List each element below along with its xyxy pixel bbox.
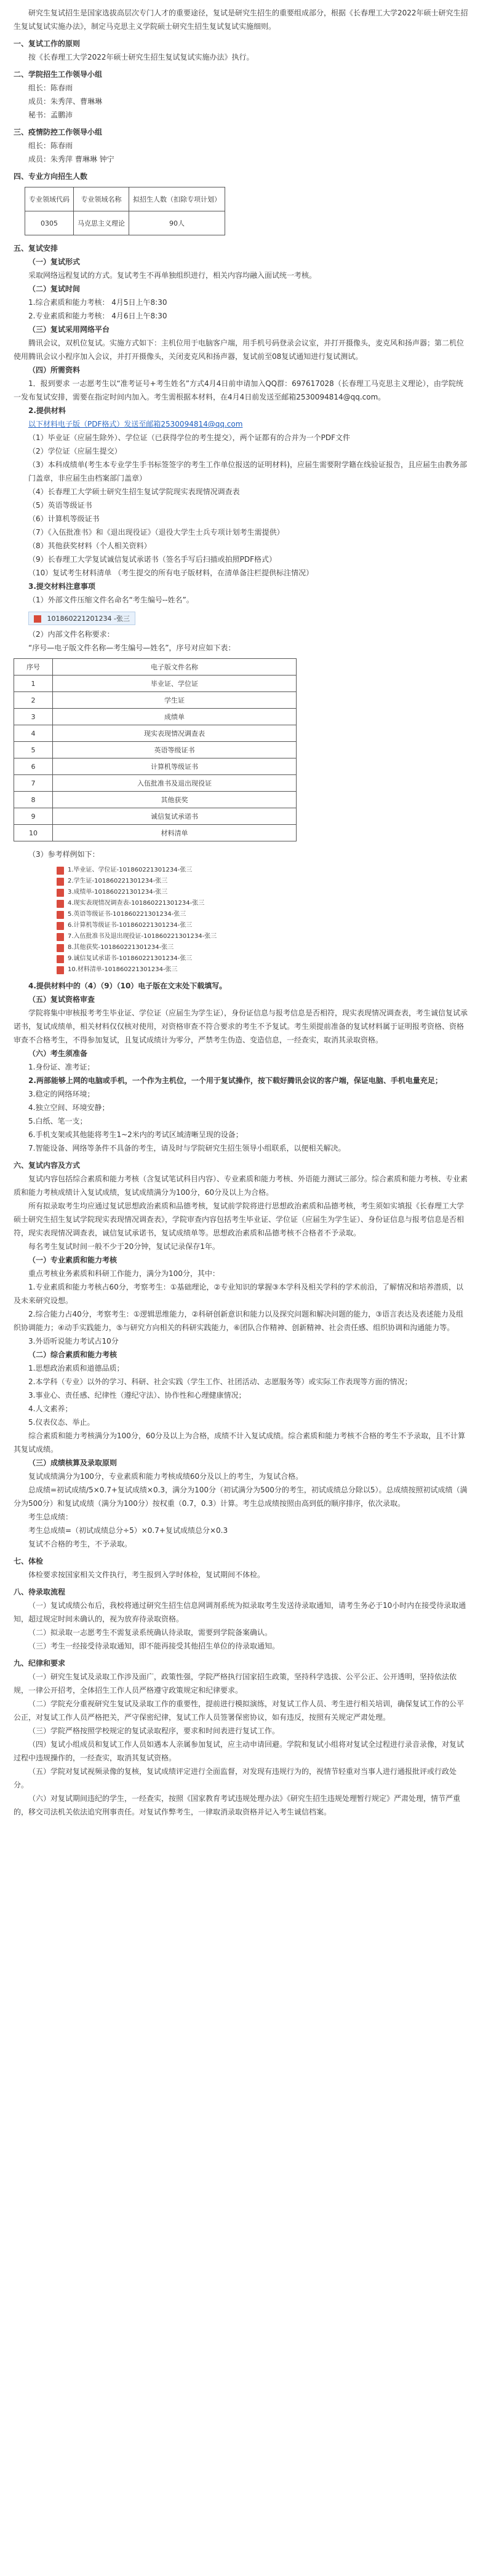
naming-title: （2）内部文件名称要求： (28, 630, 114, 639)
example-file (57, 931, 469, 942)
s2-line: 秘书：孟鹏沛 (28, 111, 73, 119)
example-file-name: 9.诚信复试承诺书-101860221301234-张三 (68, 955, 193, 962)
material-item: （10）复试考生材料清单 （考生提交的所有电子版材料，在清单备注栏提供标注情况） (28, 569, 314, 577)
s6-1-line: 1.专业素质和能力考核占60分，考察考生：①基础理论，②专业知识的掌握③本学科及相关学科的学术前沿，了解情况和培养潜质，以及未来研究设想。 (14, 1283, 463, 1305)
material-item: （7）《入伍批准书》和《退出现役证》（退役大学生士兵专项计划考生需提供） (28, 528, 284, 537)
s6-2-p: 综合素质和能力考核满分为100分，60分及以上为合格，成绩不计入复试成绩。综合素质和能力考核不合格的考生不予录取，且不计算其复试成绩。 (14, 1432, 466, 1454)
intro: 研究生复试招生是国家选拔高层次专门人才的重要途径，复试是研究生招生的重要组成部分，根据《长春理工大学2022年硕士研究生招生复试复试实施办法》，制定马克思主义学院硕士研究生招生复试复试实施细则。 (14, 9, 468, 31)
example-file (57, 942, 469, 953)
material-item: （9）长春理工大学复试诚信复试承诺书（签名手写后扫描或拍照PDF格式） (28, 555, 277, 564)
s6-1-line: 3.外语听说能力考试占10分 (28, 1337, 119, 1345)
email-link[interactable]: 2530094814@qq.com (161, 420, 243, 428)
pdf-file-icon (57, 966, 64, 974)
s5-6-line: 4.独立空间、环境安静； (28, 1103, 110, 1112)
table-cell: 英语等级证书 (53, 742, 297, 758)
table-header: 电子版文件名称 (53, 659, 297, 676)
table-cell: 其他获奖 (53, 792, 297, 808)
table-header: 拟招生人数（扣除专项计划） (129, 187, 225, 211)
s6-3-p4: 复试不合格的考生，不予录取。 (28, 1540, 132, 1548)
s6-2-title: （二）综合素质和能力考核 (28, 1350, 118, 1359)
table-cell: 入伍批准书及退出现役证 (53, 775, 297, 792)
table-cell: 计算机等级证书 (53, 758, 297, 775)
pdf-file-icon (57, 955, 64, 963)
s6-p3: 每名考生复试时间一般不少于20分钟，复试记录保存1年。 (28, 1242, 220, 1251)
s6-2-line: 1.思想政治素质和道德品质； (28, 1364, 124, 1373)
example-file (57, 909, 469, 920)
s8-p: （三）考生一经接受待录取通知，即不能再接受其他招生单位的待录取通知。 (28, 1642, 280, 1650)
s9-title: 九、纪律和要求 (14, 1659, 66, 1668)
table-cell: 材料清单 (53, 825, 297, 841)
s6-2-line: 4.人文素养； (28, 1404, 73, 1413)
s8-p: （二）拟录取一志愿考生不需复录系统确认待录取，需要到学院备案确认。 (28, 1628, 273, 1637)
s5-6-line: 5.白纸、笔一支； (28, 1117, 87, 1125)
s3-line: 组长：陈春雨 (28, 141, 73, 150)
example-file-name: 5.英语等级证书-101860221301234-张三 (68, 911, 186, 918)
s9-item: （二）学院充分重视研究生复试及录取工作的重要性，提前进行模拟演练，对复试工作人员、考生进行相关培训，确保复试工作的公平公正，对复试工作人员严格把关，严守保密纪律，复试工作人员签署保密协议，如有违反，按照有关规定严肃处理。 (14, 1700, 465, 1722)
pdf-file-icon (57, 867, 64, 875)
s9-item: （三）学院严格按照学校规定的复试录取程序，要求和时间表进行复试工作。 (28, 1727, 280, 1735)
s7-title: 七、体检 (14, 1557, 44, 1566)
s5-6-line: 1.身份证、准考证； (28, 1063, 95, 1071)
s7-text: 体检要求按国家相关文件执行，考生报到入学时体检，复试期间不体检。 (28, 1570, 265, 1579)
email-line (14, 417, 469, 431)
s1-text: 按《长春理工大学2022年硕士研究生招生复试复试实施办法》执行。 (28, 53, 254, 61)
zip-file-example (28, 612, 135, 625)
pdf-file-icon (57, 878, 64, 886)
s6-3-title: （三）成绩核算及录取原则 (28, 1459, 118, 1467)
example-file-name: 8.其他获奖-101860221301234-张三 (68, 944, 174, 951)
example-file-name: 10.材料清单-101860221301234-张三 (68, 966, 178, 973)
s6-2-line: 3.事业心、责任感、纪律性（遵纪守法）、协作性和心理健康情况； (28, 1391, 246, 1400)
note-4: 4.提供材料中的（4）（9）（10）电子版在文末处下载填写。 (28, 982, 227, 990)
example-file-list (57, 865, 469, 975)
table-cell: 0305 (25, 211, 74, 235)
s4-title: 四、专业方向招生人数 (14, 172, 88, 181)
s5-3b-title: 3.提交材料注意事项 (28, 582, 95, 591)
pdf-file-icon (57, 944, 64, 952)
s9-item: （五）学院对复试视频录像的复核，复试成绩评定进行全面监督，对发现有违规行为的，视情节轻重对当事人进行通报批评或行政处分。 (14, 1767, 457, 1789)
enrollment-table (25, 187, 225, 235)
example-file-name: 3.成绩单-101860221301234-张三 (68, 889, 168, 896)
s9-item: （四）复试小组成员和复试工作人员如遇本人亲属参加复试，应主动申请回避。学院和复试小组将对复试全过程进行录音录像，对复试过程中违规操作的，一经查实，取消其复试资格。 (14, 1740, 465, 1762)
table-cell: 4 (14, 725, 53, 742)
s5-2-title: （二）复试时间 (28, 285, 81, 293)
s6-3-p1: 复试成绩满分为100分，专业素质和能力考核成绩60分及以上的考生，为复试合格。 (28, 1472, 303, 1481)
pdf-file-icon (57, 911, 64, 919)
table-cell: 5 (14, 742, 53, 758)
material-item: （2）学位证（应届生提交） (28, 447, 122, 455)
s2-line: 成员：朱秀萍、曹琳琳 (28, 97, 103, 106)
table-cell: 9 (14, 808, 53, 825)
table-cell: 3 (14, 709, 53, 725)
email-prefix: 以下材料电子版（PDF格式）发送至邮箱 (28, 420, 161, 428)
example-file (57, 898, 469, 909)
s9-item: （一）研究生复试及录取工作涉及面广，政策性强，学院严格执行国家招生政策，坚持科学选拔、公平公正、公开透明，坚持依法依规，一律公开招考，全体招生工作人员严格遵守政策规定和纪律要求。 (14, 1672, 457, 1695)
s5-1-text: 采取网络远程复试的方式。复试考生不再单独组织进行，相关内容均融入面试统一考核。 (28, 271, 317, 280)
s6-1-p: 重点考核业务素质和科研工作能力，满分为100分，其中： (28, 1269, 220, 1278)
s5-4-title: （四）所需资料 (28, 366, 81, 374)
s5-6-line: 7.智能设备、网络等条件不具备的考生，请及时与学院研究生招生领导小组联系，以便相关解决。 (28, 1144, 346, 1152)
material-item: （5）英语等级证书 (28, 501, 92, 510)
s5-2-line: 1.综合素质和能力考核： 4月5日上午8:30 (28, 298, 167, 307)
zip-file-icon (34, 615, 41, 623)
s6-3-formula: 考生总成绩=（初试成绩总分÷5）×0.7+复试成绩总分×0.3 (28, 1526, 228, 1535)
table-cell: 现实表现情况调查表 (53, 725, 297, 742)
material-item: （1）毕业证（应届生除外）、学位证（已获得学位的考生提交），两个证都有的合并为一个PDF文件 (28, 433, 351, 442)
table-cell: 毕业证、学位证 (53, 676, 297, 692)
example-file-name: 4.现实表现情况调查表-101860221301234-张三 (68, 900, 205, 907)
s2-title: 二、学院招生工作领导小组 (14, 70, 103, 79)
s6-3-p2: 总成绩=初试成绩/5×0.7+复试成绩×0.3，满分为100分（初试满分为500分的考生，初试成绩总分除以5）。总成绩按照初试成绩（满分为500分）和复试成绩（满分为100分）按权重（0.7，0.3）计算。考生总成绩按照由高到低的顺序排序，依次录取。 (14, 1486, 468, 1508)
s5-3-text: 腾讯会议，双机位复试。实施方式如下：主机位用于电脑客户端，用手机号码登录会议室，并打开摄像头，麦克风和扬声器；第二机位使用腾讯会议小程序加入会议，并打开摄像头，关闭麦克风和扬声器，复试前至08复试通知进行复试测试。 (14, 339, 465, 361)
example-file-name: 7.入伍批准书及退出现役证-101860221301234-张三 (68, 933, 217, 940)
example-file (57, 876, 469, 887)
table-cell: 成绩单 (53, 709, 297, 725)
s5-6-line: 6.手机支架或其他能将考生1~2米内的考试区域清晰呈现的设备； (28, 1130, 243, 1139)
example-file (57, 964, 469, 975)
material-item: （4）长春理工大学硕士研究生招生复试学院现实表现情况调查表 (28, 487, 240, 496)
example-file (57, 887, 469, 898)
s6-1-line: 2.综合能力占40分，考察考生：①逻辑思维能力，②科研创新意识和能力以及探究问题和解决问题的能力，③语言表达及表述能力及组织协调能力；④动手实践能力，⑤与研究方向相关的科研实践能力，⑥团队合作精神、创新精神、社会责任感、组织协调和沟通能力等。 (14, 1310, 463, 1332)
s8-title: 八、待录取流程 (14, 1588, 66, 1596)
example-file (57, 920, 469, 931)
s5-3b-text: （1）外部文件压缩文件名命名“考生编号--姓名”。 (28, 596, 194, 604)
s5-5-title: （五）复试资格审查 (28, 995, 95, 1004)
table-cell: 7 (14, 775, 53, 792)
example-title: （3）参考样例如下： (28, 850, 100, 859)
table-header: 序号 (14, 659, 53, 676)
s5-6-line: 3.稳定的网络环境； (28, 1090, 95, 1098)
s6-1-title: （一）专业素质和能力考核 (28, 1256, 118, 1264)
table-cell: 2 (14, 692, 53, 709)
s5-6-line: 2.两部能够上网的电脑或手机，一个作为主机位，一个用于复试操作，按下载好腾讯会议的客户端，保证电脑、手机电量充足； (28, 1076, 442, 1085)
material-item: （8）其他获奖材料（个人相关资料） (28, 542, 151, 550)
s9-item: （六）对复试期间违纪的学生，一经查实，按照《国家教育考试违规处理办法》《研究生招生违规处理暂行规定》严肃处理，情节严重的，移交司法机关依法追究刑事责任。对复试作弊考生，一律取消录取资格并记入考生诚信档案。 (14, 1794, 461, 1816)
s5-4-text: 1．报到要求 一志愿考生以“准考证号+考生姓名”方式4月4日前申请加入QQ群：697617028（长春理工马克思主义理论），由学院统一发布复试安排，需要在指定时间内加入。考生需根据本材料，在4月4日前发送至邮箱2530094814@qq.com。 (14, 379, 463, 401)
s1-title: 一、复试工作的原则 (14, 39, 81, 48)
s6-3-p3: 考生总成绩： (28, 1513, 73, 1521)
naming-text: “序号—电子版文件名称—考生编号—姓名”，序号对应如下表： (28, 644, 236, 652)
table-cell: 1 (14, 676, 53, 692)
pdf-file-icon (57, 933, 64, 941)
table-cell: 6 (14, 758, 53, 775)
s5-2-line: 2.专业素质和能力考核： 4月6日上午8:30 (28, 312, 167, 320)
table-cell: 学生证 (53, 692, 297, 709)
s5-6-title: （六）考生须准备 (28, 1049, 88, 1058)
s5-2b-title: 2.提供材料 (28, 406, 66, 415)
s5-5-text: 学院将集中审核报考考生毕业证、学位证（应届生为学生证），身份证信息与报考信息是否相符，现实表现情况调查表，考生诚信复试承诺书，复试成绩单，相关材料仅仅核对使用，对资格审查不符合要求的考生不予复试。考生须提前准备的复试材料属于证明报考资格、资格审查不合格考生，不得参加复试，且复试成绩计为零分，严禁考生伪造、变造信息，一经查实，取消其录取资格。 (14, 1009, 468, 1044)
s6-title: 六、复试内容及方式 (14, 1161, 81, 1170)
example-file-name: 1.毕业证、学位证-101860221301234-张三 (68, 867, 193, 873)
s3-line: 成员：朱秀萍 曹琳琳 钟宁 (28, 155, 114, 163)
table-cell: 10 (14, 825, 53, 841)
pdf-file-icon (57, 922, 64, 930)
s6-2-line: 5.仪表仪态、举止。 (28, 1418, 95, 1427)
s5-3-title: （三）复试采用网络平台 (28, 325, 110, 334)
example-file-name: 2.学生证-101860221301234-张三 (68, 878, 168, 884)
table-header: 专业领域名称 (74, 187, 129, 211)
table-cell: 90人 (129, 211, 225, 235)
table-cell: 8 (14, 792, 53, 808)
file-naming-table (14, 658, 297, 841)
s6-p2: 所有拟录取考生均应通过复试思想政治素质和品德考核，复试前学院将进行思想政治素质和品德考核，考生须如实填报《长春理工大学硕士研究生招生复试学院现实表现情况调查表》，学院审查内容包括考生毕业证、学位证（应届生为学生证）、身份证信息与报考信息是否相符，现实表现情况调查表，诚信复试承诺书，复试成绩单等。思想政治素质和品德考核不合格者不予录取。 (14, 1202, 465, 1237)
pdf-file-icon (57, 889, 64, 897)
zip-file-name: 101860221201234 -张三 (47, 615, 130, 623)
example-file-name: 6.计算机等级证书-101860221301234-张三 (68, 922, 193, 929)
s2-line: 组长：陈春雨 (28, 84, 73, 92)
s8-p: （一）复试成绩公布后，我校将通过研究生招生信息网调剂系统为拟录取考生发送待录取通知，请考生务必于10小时内在接受待录取通知，超过规定时间未确认的，视为放弃待录取资格。 (14, 1601, 466, 1623)
example-file (57, 953, 469, 964)
table-cell: 马克思主义理论 (74, 211, 129, 235)
s3-title: 三、疫情防控工作领导小组 (14, 128, 103, 136)
table-header: 专业领域代码 (25, 187, 74, 211)
table-cell: 诚信复试承诺书 (53, 808, 297, 825)
s5-title: 五、复试安排 (14, 244, 58, 253)
pdf-file-icon (57, 900, 64, 908)
example-file (57, 865, 469, 876)
material-item: （3）本科成绩单(考生本专业学生手书标签签字的考生工作单位报送的证明材料)，应届生需要附学籍在线验证报告，且应届生由教务部门盖章，非应届生由档案部门盖章） (28, 460, 468, 483)
s5-1-title: （一）复试形式 (28, 258, 81, 266)
s6-p1: 复试内容包括综合素质和能力考核（含复试笔试科目内容）、专业素质和能力考核、外语能力测试三部分。综合素质和能力考核、专业素质和能力考核成绩计入复试成绩，复试成绩满分为100分，60分及以上为合格。 (14, 1175, 468, 1197)
s6-2-line: 2.本学科（专业）以外的学习、科研、社会实践（学生工作、社团活动、志愿服务等）或实际工作表现等方面的情况； (28, 1377, 412, 1386)
material-item: （6）计算机等级证书 (28, 514, 100, 523)
